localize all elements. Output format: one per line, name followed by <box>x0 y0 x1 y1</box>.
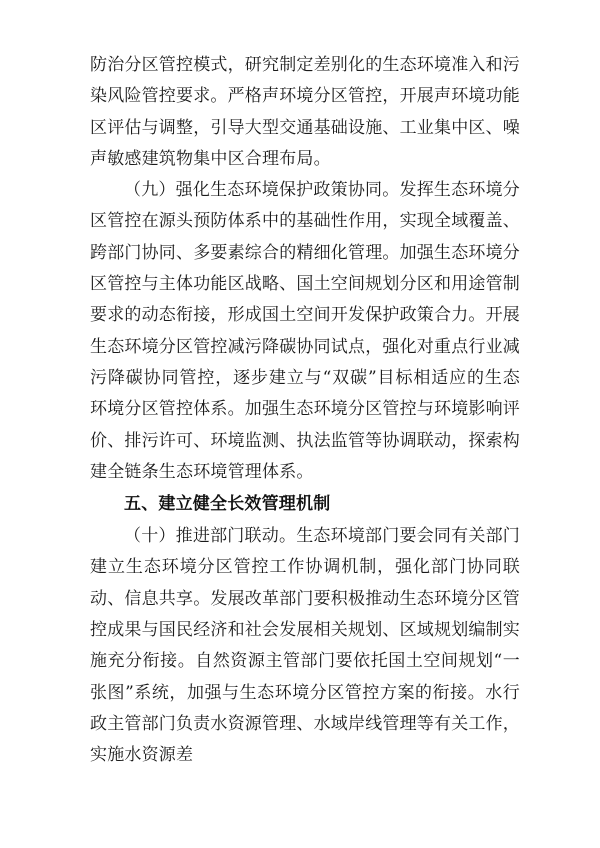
paragraph-policy-coordination <box>90 175 520 488</box>
paragraph-continued <box>90 50 520 175</box>
paragraph-lead-in: （十）推进部门联动。 <box>124 526 297 547</box>
paragraph-department-linkage <box>90 521 520 771</box>
document-body <box>90 50 520 772</box>
paragraph-text: 防治分区管控模式，研究制定差别化的生态环境准入和污染风险管控要求。严格声环境分区管控，开展声环境功能区评估与调整，引导大型交通基础设施、工业集中区、噪声敏感建筑物集中区合理布局。 <box>90 55 520 169</box>
paragraph-text: 发挥生态环境分区管控在源头预防体系中的基础性作用，实现全域覆盖、跨部门协同、多要素综合的精细化管理。加强生态环境分区管控与主体功能区战略、国土空间规划分区和用途管制要求的动态衔接，形成国土空间开发保护政策合力。开展生态环境分区管控减污降碳协同试点，强化对重点行业减污降碳协同管控，逐步建立与“双碳”目标相适应的生态环境分区管控体系。加强生态环境分区管控与环境影响评价、排污许可、环境监测、执法监管等协调联动，探索构建全链条生态环境管理体系。 <box>90 180 520 482</box>
paragraph-lead-in: （九）强化生态环境保护政策协同。 <box>124 180 400 201</box>
section-heading: 五、建立健全长效管理机制 <box>124 494 331 515</box>
paragraph-text: 生态环境部门要会同有关部门建立生态环境分区管控工作协调机制，强化部门协同联动、信息共享。发展改革部门要积极推动生态环境分区管控成果与国民经济和社会发展相关规划、区域规划编制实施充分衔接。自然资源主管部门要依托国土空间规划“一张图”系统，加强与生态环境分区管控方案的衔接。水行政主管部门负责水资源管理、水域岸线管理等有关工作，实施水资源差 <box>90 526 521 766</box>
